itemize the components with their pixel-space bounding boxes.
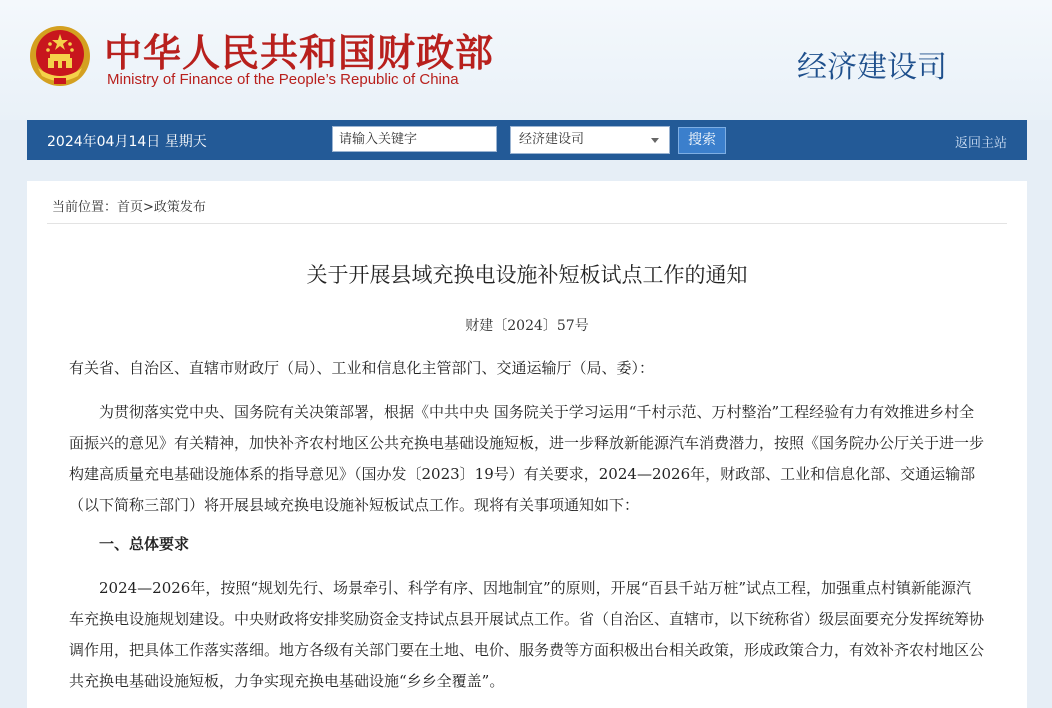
search-input[interactable] <box>332 126 497 152</box>
article-title: 关于开展县域充换电设施补短板试点工作的通知 <box>306 263 748 287</box>
breadcrumb-divider <box>47 223 1007 224</box>
chevron-down-icon <box>651 138 659 143</box>
site-header <box>0 0 1052 120</box>
addressee: 有关省、自治区、直辖市财政厅（局）、工业和信息化主管部门、交通运输厅（局、委）： <box>69 359 655 377</box>
site-name-en[interactable]: Ministry of Finance of the People’s Republic of China <box>107 71 459 88</box>
site-name-cn[interactable]: 中华人民共和国财政部 <box>104 31 495 75</box>
breadcrumb[interactable]: 当前位置：首页>政策发布 <box>52 200 206 215</box>
nav-bar <box>27 120 1027 160</box>
national-emblem-icon[interactable] <box>28 24 92 88</box>
home-link[interactable]: 返回主站 <box>954 136 1007 151</box>
section-heading: 一、总体要求 <box>99 535 190 553</box>
scope-select[interactable] <box>510 126 670 154</box>
article-container <box>27 181 1027 708</box>
department-title: 经济建设司 <box>797 50 947 85</box>
article-paragraph: 2024—2026年，按照“规划先行、场景牵引、科学有序、因地制宜”的原则，开展“百县千站万桩”试点工程，加强重点村镇新能源汽车充换电设施规划建设。中央财政将安排奖励资金支持试点县开展试点工作。省（自治区、直辖市，以下统称省）级层面要充分发挥统筹协调作用，把具体工作落实落细。地方各级有关部门要在土地、电价、服务费等方面积极出台相关政策，形成政策合力，有效补齐农村地区公共充换电基础设施短板，力争实现充换电基础设施“乡乡全覆盖”。 <box>69 579 985 690</box>
document-number: 财建〔2024〕57号 <box>465 318 589 334</box>
article-paragraph: 为贯彻落实党中央、国务院有关决策部署，根据《中共中央 国务院关于学习运用“千村示范、万村整治”工程经验有力有效推进乡村全面振兴的意见》有关精神，加快补齐农村地区公共充换电基础设施短板，进一步释放新能源汽车消费潜力，按照《国务院办公厅关于进一步构建高质量充电基础设施体系的指导意见》（国办发〔2023〕19号）有关要求，2024—2026年，财政部、工业和信息化部、交通运输部（以下简称三部门）将开展县域充换电设施补短板试点工作。现将有关事项通知如下： <box>69 403 985 514</box>
search-button[interactable]: 搜索 <box>678 127 726 154</box>
scope-select-value: 经济建设司 <box>519 132 585 147</box>
current-date: 2024年04月14日 星期天 <box>47 134 207 150</box>
